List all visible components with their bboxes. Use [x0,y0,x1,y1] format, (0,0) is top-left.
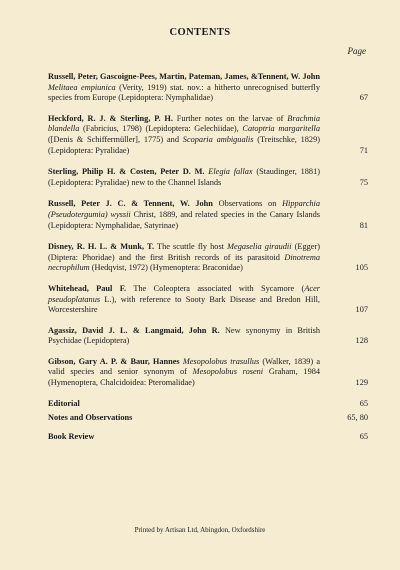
entry-description: (Verity, 1919) stat. nov.: a hitherto unrecognised butterfly species from Europe (Lepidoptera: Nymphalidae) [48,82,321,103]
entry-description-mid: (Walker, 1839) a valid species and senior synonym of [48,356,320,377]
entry-text [48,72,320,104]
entry-taxon-3: Scoparia ambigualis [182,134,254,144]
entry-page-number: 129 [355,378,368,388]
entry-taxon: Acer pseudoplatanus [48,283,320,304]
entry-description: (Hedqvist, 1972) (Hymenoptera: Braconidae) [91,263,243,273]
entry-section-title: Editorial [48,398,80,408]
entry-taxon-2: Mesopolobus roseni [192,367,264,377]
entry-authors: Heckford, R. J. & Sterling, P. H. [48,113,173,123]
entry-text [48,357,320,389]
page-column-header: Page [347,46,366,56]
entry-text [48,167,320,188]
contents-entry-editorial [48,399,368,410]
entry-section-title: Book Review [48,431,95,441]
entry-authors: Russell, Peter, Gascoigne-Pees, Martin, Pateman, James, &Tennent, W. John [48,72,320,81]
entry-taxon: Elegia fallax [208,167,253,177]
entry-text [48,114,320,156]
entry-text [48,199,320,231]
entry-taxon: Brachmia blandella [48,113,320,134]
entry-page-number: 65 [359,398,368,408]
entry-taxon-2: Catoptria margaritella [242,124,321,134]
entry-taxon-2: Dinotrema necrophilum [48,252,320,273]
entry-description-pre: The scuttle fly host [157,242,224,252]
entry-authors: Disney, R. H. L. & Munk, T. [48,242,155,252]
contents-entry-book-review [48,432,368,443]
contents-entry [48,199,368,231]
contents-entry [48,242,368,274]
entry-description-pre: Observations on [218,199,277,209]
entry-text [48,399,320,410]
entry-description-mid: (Fabricius, 1798) (Lepidoptera: Gelechiidae), [83,124,239,134]
entry-text [48,432,320,443]
entry-description-mid: (Egger) (Diptera: Phoridae) and the first British records of its parasitoid [48,242,320,262]
contents-entry [48,284,368,316]
entry-page-number: 81 [359,220,368,230]
entry-description: Graham, 1984 (Hymenoptera, Chalcidoidea: Pteromalidae) [48,367,321,388]
entry-page-number: 67 [359,93,368,103]
page-title: CONTENTS [169,27,231,38]
contents-entry [48,357,368,389]
entry-page-number: 75 [359,177,368,187]
entry-description-pre: The Coleoptera associated with Sycamore ( [133,283,305,293]
entry-authors: Sterling, Philip H. & Costen, Peter D. M. [48,167,205,177]
entry-description: L.), with reference to Sooty Bark Disease and Bredon Hill, Worcestershire [48,294,320,315]
entry-taxon: Melitaea empiunica [48,82,116,92]
entry-text [48,413,320,424]
entry-description-mid-2: ([Denis & Schiffermüller], 1775) and [48,134,179,144]
contents-entry [48,72,368,104]
entry-text [48,242,320,274]
entry-description: (Staudinger, 1881) (Lepidoptera: Pyralidae) new to the Channel Islands [48,167,320,187]
entry-description-pre: Further notes on the larvae of [176,113,284,123]
printer-footer: Printed by Artisan Ltd, Abingdon, Oxfordshire [134,526,266,534]
entry-page-number: 128 [355,336,368,346]
entry-description: (Treitschke, 1829) (Lepidoptera: Pyralidae) [48,134,320,155]
entry-authors: Russell, Peter J. C. & Tennent, W. John [48,199,213,209]
entry-taxon: Megaselia giraudii [227,242,292,252]
contents-entry [48,114,368,156]
entry-text [48,284,320,316]
contents-entry-notes [48,413,368,424]
entry-page-number: 71 [359,145,368,155]
entry-page-number: 65, 80 [347,413,368,423]
contents-list [48,72,368,450]
entry-taxon: Mesopolobus trasullus [182,356,260,366]
entry-authors: Whitehead, Paul F. [48,283,127,293]
entry-page-number: 107 [355,305,368,315]
contents-entry [48,326,368,347]
entry-taxon: Hipparchia (Pseudotergumia) wyssii [48,199,321,219]
entry-description: Christ, 1889, and related species in the Canary Islands (Lepidoptera: Nymphalidae, Satyrinae) [48,209,321,230]
contents-entry [48,167,368,188]
entry-authors: Gibson, Gary A. P. & Baur, Hannes [48,356,180,366]
entry-authors: Agassiz, David J. L. & Langmaid, John R. [48,325,220,335]
entry-page-number: 105 [355,263,368,273]
entry-text [48,326,320,347]
entry-description: New synonymy in British Psychidae (Lepidoptera) [48,325,320,346]
entry-section-title: Notes and Observations [48,413,133,423]
entry-page-number: 65 [359,431,368,441]
